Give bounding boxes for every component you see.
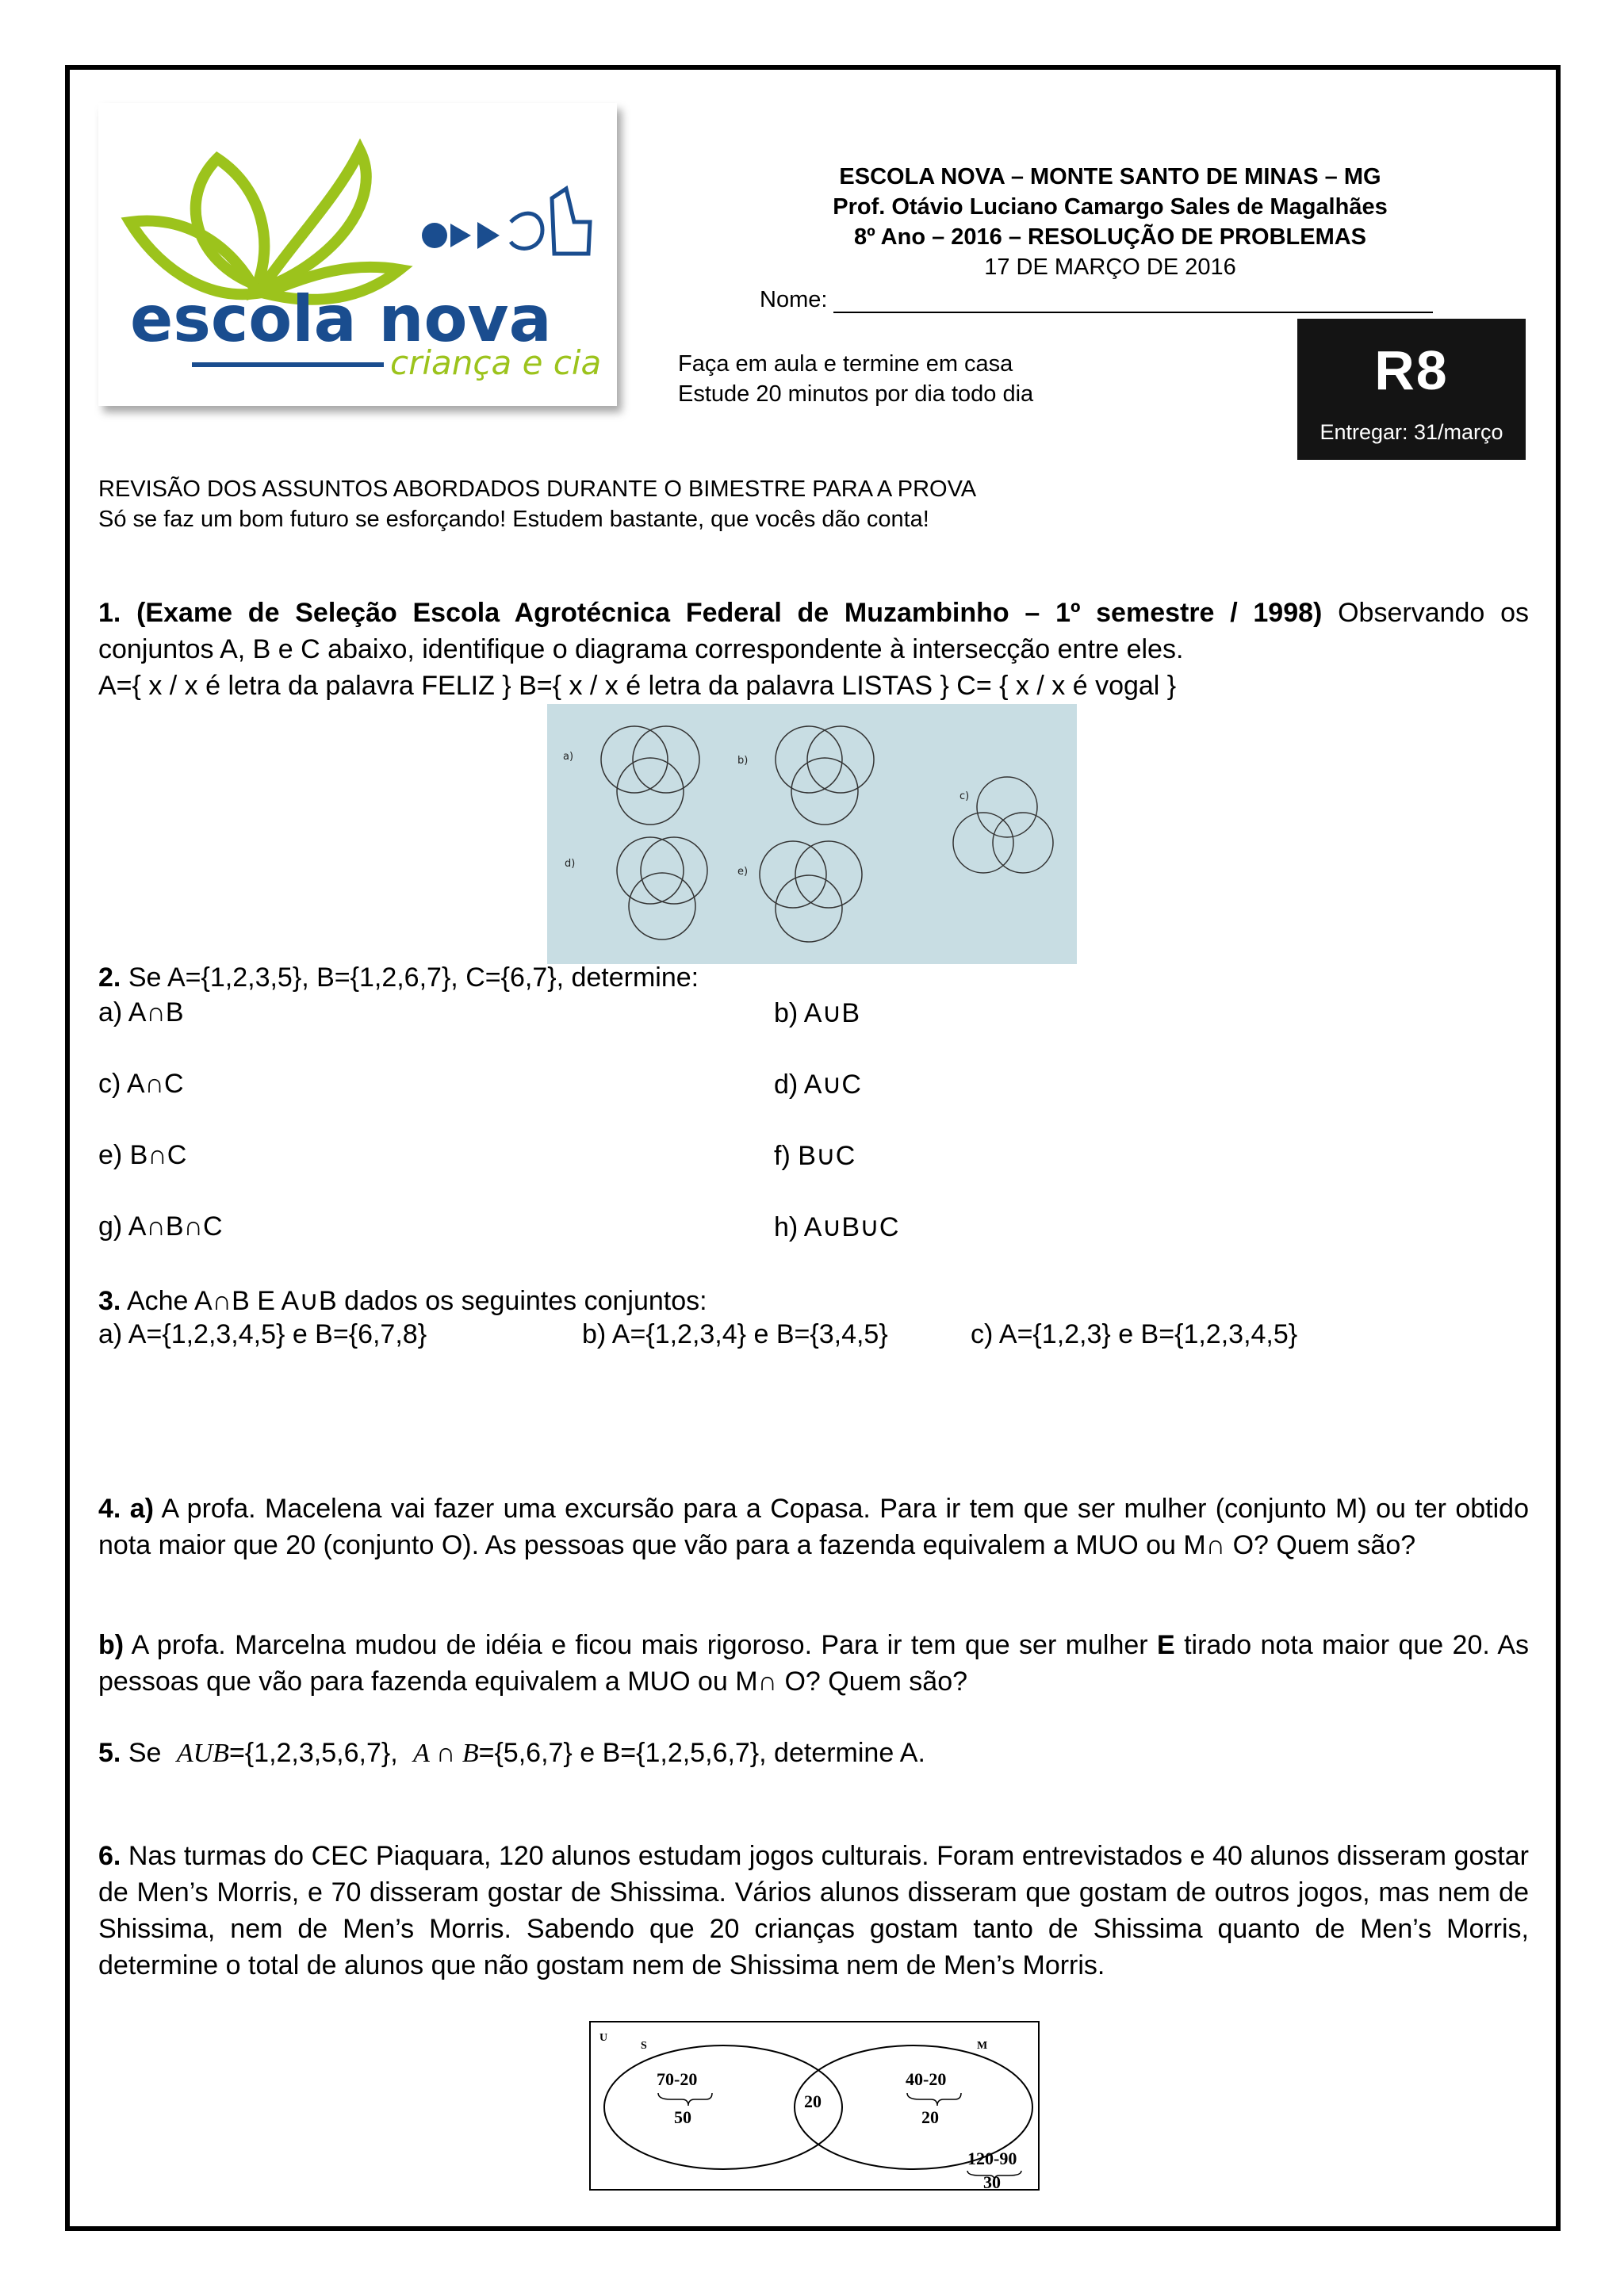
q1-source: (Exame de Seleção Escola Agrotécnica Federal de Muzambinho – 1º semestre / 1998) — [136, 598, 1323, 628]
q1-option-d: d) — [565, 858, 576, 870]
name-underline[interactable] — [833, 289, 1433, 313]
header-date: 17 DE MARÇO DE 2016 — [984, 254, 1236, 280]
q5-expr-intersection: A ∩ B — [413, 1739, 479, 1768]
q1-number: 1. — [98, 598, 121, 628]
q5-number: 5. — [98, 1738, 121, 1768]
q3-item-c: c) A={1,2,3} e B={1,2,3,4,5} — [971, 1319, 1298, 1349]
assignment-code: R8 — [1374, 339, 1449, 401]
q3-items — [98, 1319, 1529, 1356]
q2-item-e: e) B∩C — [98, 1140, 187, 1170]
q4b-bold: E — [1156, 1630, 1175, 1660]
q2-item-b: b) A∪B — [774, 998, 860, 1028]
question-6 — [98, 1838, 1529, 1984]
q5-expr-union: AUB — [176, 1739, 229, 1768]
q2-item-a: a) A∩B — [98, 997, 184, 1027]
q1-option-c: c) — [959, 790, 970, 802]
outside-result: 30 — [983, 2172, 1001, 2191]
q4a-text: A profa. Macelena vai fazer uma excursão para a Copasa. Para ir tem que ser mulher (conjunto M) ou ter obtido nota maior que 20 (conjunto O). As pessoas que vão para a fazenda equivalem a MUO ou M∩ O? Quem são? — [98, 1494, 1529, 1560]
question-4b — [98, 1627, 1529, 1700]
header-class: 8º Ano – 2016 – RESOLUÇÃO DE PROBLEMAS — [853, 224, 1367, 250]
q2-item-d: d) A∪C — [774, 1070, 861, 1100]
q1-sets: A={ x / x é letra da palavra FELIZ } B={ x / x é letra da palavra LISTAS } C= { x / x é vogal } — [98, 671, 1177, 701]
q2-item-c: c) A∩C — [98, 1069, 184, 1099]
name-field[interactable] — [760, 287, 1433, 313]
q3-item-b: b) A={1,2,3,4} e B={3,4,5} — [582, 1319, 888, 1349]
header-teacher: Prof. Otávio Luciano Camargo Sales de Magalhães — [833, 194, 1388, 220]
q4b-label: b) — [98, 1630, 124, 1660]
study-tips — [678, 349, 1033, 409]
question-1 — [98, 595, 1529, 668]
q1-option-e: e) — [737, 866, 749, 878]
question-2 — [98, 959, 1529, 996]
q2-row-4 — [98, 1211, 1529, 1248]
logo-graphic — [98, 103, 617, 406]
school-logo — [98, 103, 617, 406]
right-result: 20 — [921, 2107, 939, 2127]
q2-number: 2. — [98, 962, 121, 993]
q6-text: Nas turmas do CEC Piaquara, 120 alunos estudam jogos culturais. Foram entrevistados e 40 alunos disseram gostar de Men’s Morris, e 70 disseram gostar de Shissima. Vários alunos disseram que gostam de outros jogos, mas nem de Shissima, nem de Men’s Morris. Sabendo que 20 crianças gostam tanto de Shissima quanto de Men’s Morris, determine o total de alunos que não gostam nem de Shissima nem de Men’s Morris. — [98, 1841, 1529, 1980]
assignment-badge — [1297, 319, 1526, 460]
q6-venn-diagram — [588, 2020, 1040, 2191]
q5-pre: Se — [128, 1738, 162, 1768]
q2-item-h: h) A∪B∪C — [774, 1212, 899, 1242]
header-school-name: ESCOLA NOVA – MONTE SANTO DE MINAS – MG — [839, 164, 1381, 189]
tip-line-2: Estude 20 minutos por dia todo dia — [678, 381, 1034, 407]
q5-mid-1: ={1,2,3,5,6,7}, — [228, 1738, 398, 1768]
school-header — [698, 162, 1522, 282]
logo-primary-text: escola nova — [130, 282, 552, 356]
q2-item-g: g) A∩B∩C — [98, 1211, 223, 1242]
revision-title: REVISÃO DOS ASSUNTOS ABORDADOS DURANTE O BIMESTRE PARA A PROVA — [98, 476, 977, 502]
left-expression: 70-20 — [657, 2069, 698, 2089]
q3-item-a: a) A={1,2,3,4,5} e B={6,7,8} — [98, 1319, 427, 1349]
revision-motto: Só se faz um bom futuro se esforçando! Estudem bastante, que vocês dão conta! — [98, 507, 929, 532]
question-5 — [98, 1735, 1529, 1772]
venn-options-graphic — [547, 704, 1077, 964]
logo-secondary-text: criança e cia — [390, 343, 602, 382]
q4b-text-2: tirado nota maior que 20. As pessoas que vão para fazenda equivalem a MUO ou M∩ O? Quem são? — [98, 1630, 1530, 1697]
outside-expression: 120-90 — [967, 2149, 1017, 2168]
q2-row-3 — [98, 1140, 1529, 1177]
due-date: Entregar: 31/março — [1320, 420, 1503, 444]
name-label: Nome: — [760, 287, 828, 312]
revision-note — [98, 474, 976, 534]
left-result: 50 — [674, 2107, 691, 2127]
q4-number: 4. a) — [98, 1494, 154, 1524]
q5-mid-2: ={5,6,7} e B={1,2,5,6,7}, determine A. — [478, 1738, 925, 1768]
q3-text: Ache A∩B E A∪B dados os seguintes conjuntos: — [126, 1286, 707, 1316]
q2-row-2 — [98, 1069, 1529, 1105]
q6-number: 6. — [98, 1841, 121, 1871]
question-3 — [98, 1283, 1529, 1319]
q2-item-f: f) B∪C — [774, 1141, 856, 1171]
universe-label: U — [599, 2032, 608, 2044]
right-expression: 40-20 — [906, 2069, 947, 2089]
set-s-label: S — [641, 2040, 647, 2052]
q3-number: 3. — [98, 1286, 121, 1316]
intersection-value: 20 — [804, 2091, 822, 2111]
q1-venn-diagrams — [547, 704, 1077, 964]
tip-line-1: Faça em aula e termine em casa — [678, 351, 1013, 377]
q6-venn-graphic — [588, 2020, 1040, 2191]
q4b-text-1: A profa. Marcelna mudou de idéia e ficou mais rigoroso. Para ir tem que ser mulher — [131, 1630, 1148, 1660]
q2-text: Se A={1,2,3,5}, B={1,2,6,7}, C={6,7}, determine: — [128, 962, 699, 993]
q1-option-b: b) — [737, 755, 749, 767]
set-m-label: M — [977, 2040, 988, 2052]
q2-row-1 — [98, 997, 1529, 1034]
q1-text: Observando os conjuntos A, B e C abaixo, identifique o diagrama correspondente à intersecção entre eles. — [98, 598, 1529, 664]
question-4a — [98, 1490, 1529, 1563]
q1-option-a: a) — [563, 751, 574, 763]
